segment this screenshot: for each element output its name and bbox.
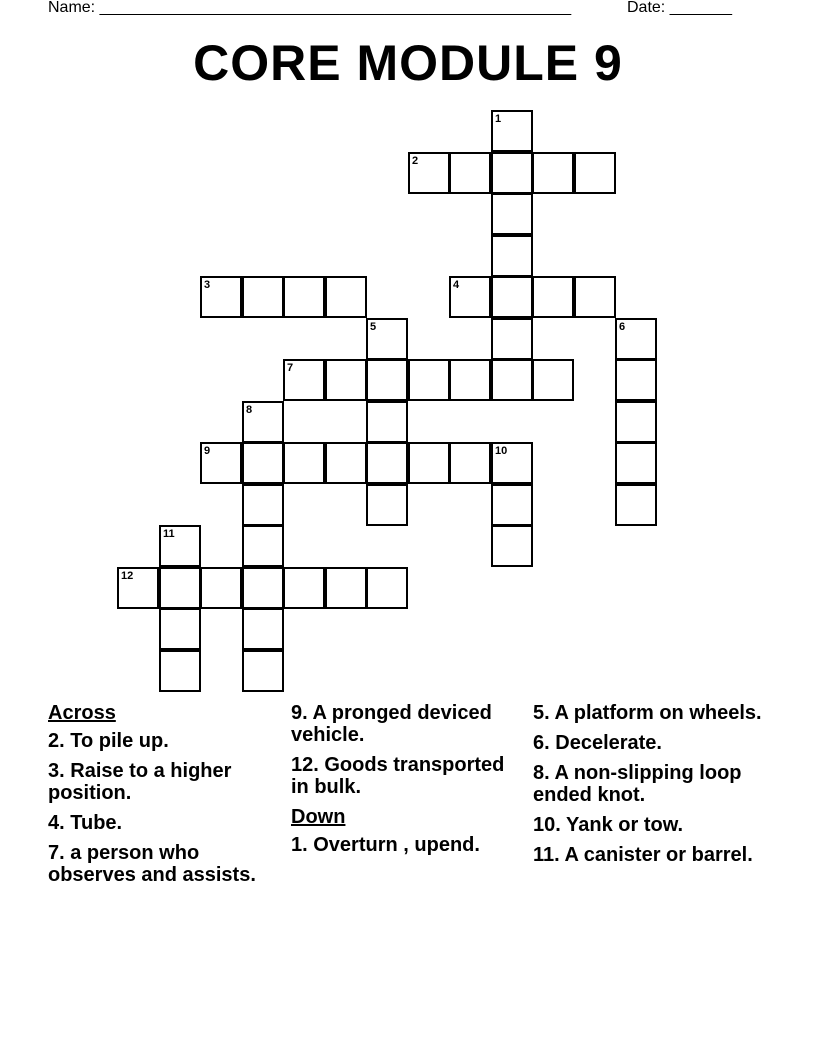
clue-down-6: 6. Decelerate. bbox=[533, 732, 662, 754]
grid-cell[interactable] bbox=[491, 110, 533, 152]
grid-cell[interactable] bbox=[242, 567, 284, 609]
cell-number: 2 bbox=[412, 155, 419, 167]
grid-cell[interactable] bbox=[615, 442, 657, 484]
grid-cell[interactable] bbox=[242, 650, 284, 692]
grid-cell[interactable] bbox=[159, 525, 201, 567]
grid-cell[interactable] bbox=[408, 442, 450, 484]
grid-cell[interactable] bbox=[491, 484, 533, 526]
grid-cell[interactable] bbox=[366, 442, 408, 484]
grid-cell[interactable] bbox=[366, 401, 408, 443]
cell-number: 3 bbox=[204, 279, 211, 291]
grid-cell[interactable] bbox=[449, 152, 491, 194]
clue-column-1 bbox=[48, 702, 278, 894]
clue-down-8: 8. A non-slipping loop ended knot. bbox=[533, 762, 742, 806]
grid-cell[interactable] bbox=[615, 359, 657, 401]
grid-cell[interactable] bbox=[366, 318, 408, 360]
grid-cell[interactable] bbox=[283, 567, 325, 609]
grid-cell[interactable] bbox=[491, 442, 533, 484]
grid-cell[interactable] bbox=[283, 359, 325, 401]
grid-cell[interactable] bbox=[242, 608, 284, 650]
grid-cell[interactable] bbox=[242, 442, 284, 484]
clue-across-3: 3. Raise to a higher position. bbox=[48, 760, 232, 804]
clue-across-9: 9. A pronged deviced vehicle. bbox=[291, 702, 492, 746]
clue-down-5: 5. A platform on wheels. bbox=[533, 702, 762, 724]
grid-cell[interactable] bbox=[491, 193, 533, 235]
grid-cell[interactable] bbox=[532, 276, 574, 318]
grid-cell[interactable] bbox=[449, 359, 491, 401]
grid-cell[interactable] bbox=[491, 318, 533, 360]
grid-cell[interactable] bbox=[283, 276, 325, 318]
grid-cell[interactable] bbox=[615, 484, 657, 526]
clue-column-3 bbox=[533, 702, 768, 874]
grid-cell[interactable] bbox=[159, 567, 201, 609]
grid-cell[interactable] bbox=[283, 442, 325, 484]
grid-cell[interactable] bbox=[574, 276, 616, 318]
across-heading: Across bbox=[48, 702, 116, 724]
grid-cell[interactable] bbox=[325, 276, 367, 318]
grid-cell[interactable] bbox=[200, 567, 242, 609]
grid-cell[interactable] bbox=[242, 401, 284, 443]
grid-cell[interactable] bbox=[366, 484, 408, 526]
clue-down-1: 1. Overturn , upend. bbox=[291, 834, 480, 856]
clue-across-2: 2. To pile up. bbox=[48, 730, 169, 752]
grid-cell[interactable] bbox=[159, 650, 201, 692]
cell-number: 4 bbox=[453, 279, 460, 291]
grid-cell[interactable] bbox=[615, 318, 657, 360]
grid-cell[interactable] bbox=[449, 276, 491, 318]
cell-number: 6 bbox=[619, 321, 626, 333]
grid-cell[interactable] bbox=[408, 152, 450, 194]
grid-cell[interactable] bbox=[491, 359, 533, 401]
grid-cell[interactable] bbox=[491, 276, 533, 318]
clue-column-2 bbox=[291, 702, 523, 864]
clue-down-11: 11. A canister or barrel. bbox=[533, 844, 753, 866]
grid-cell[interactable] bbox=[449, 442, 491, 484]
clue-down-10: 10. Yank or tow. bbox=[533, 814, 684, 836]
cell-number: 12 bbox=[121, 570, 134, 582]
grid-cell[interactable] bbox=[325, 359, 367, 401]
grid-cell[interactable] bbox=[408, 359, 450, 401]
cell-number: 9 bbox=[204, 445, 211, 457]
down-heading: Down bbox=[291, 806, 346, 828]
grid-cell[interactable] bbox=[325, 442, 367, 484]
grid-cell[interactable] bbox=[200, 276, 242, 318]
cell-number: 8 bbox=[246, 404, 253, 416]
grid-cell[interactable] bbox=[159, 608, 201, 650]
cell-number: 5 bbox=[370, 321, 377, 333]
grid-cell[interactable] bbox=[491, 152, 533, 194]
grid-cell[interactable] bbox=[574, 152, 616, 194]
grid-cell[interactable] bbox=[532, 359, 574, 401]
grid-cell[interactable] bbox=[200, 442, 242, 484]
clue-across-7: 7. a person who observes and assists. bbox=[48, 842, 256, 886]
date-field-label: Date: _______ bbox=[627, 0, 732, 16]
clue-across-12: 12. Goods transported in bulk. bbox=[291, 754, 505, 798]
grid-cell[interactable] bbox=[532, 152, 574, 194]
grid-cell[interactable] bbox=[242, 525, 284, 567]
cell-number: 11 bbox=[163, 528, 175, 540]
grid-cell[interactable] bbox=[615, 401, 657, 443]
grid-cell[interactable] bbox=[491, 525, 533, 567]
grid-cell[interactable] bbox=[366, 359, 408, 401]
page-title: CORE MODULE 9 bbox=[193, 35, 623, 91]
grid-cell[interactable] bbox=[242, 484, 284, 526]
grid-cell[interactable] bbox=[366, 567, 408, 609]
cell-number: 1 bbox=[495, 113, 502, 125]
cell-number: 10 bbox=[495, 445, 508, 457]
grid-cell[interactable] bbox=[491, 235, 533, 277]
grid-cell[interactable] bbox=[242, 276, 284, 318]
cell-number: 7 bbox=[287, 362, 294, 374]
name-field-label: Name: _____________________________________________________ bbox=[48, 0, 572, 16]
grid-cell[interactable] bbox=[325, 567, 367, 609]
clue-across-4: 4. Tube. bbox=[48, 812, 123, 834]
grid-cell[interactable] bbox=[117, 567, 159, 609]
